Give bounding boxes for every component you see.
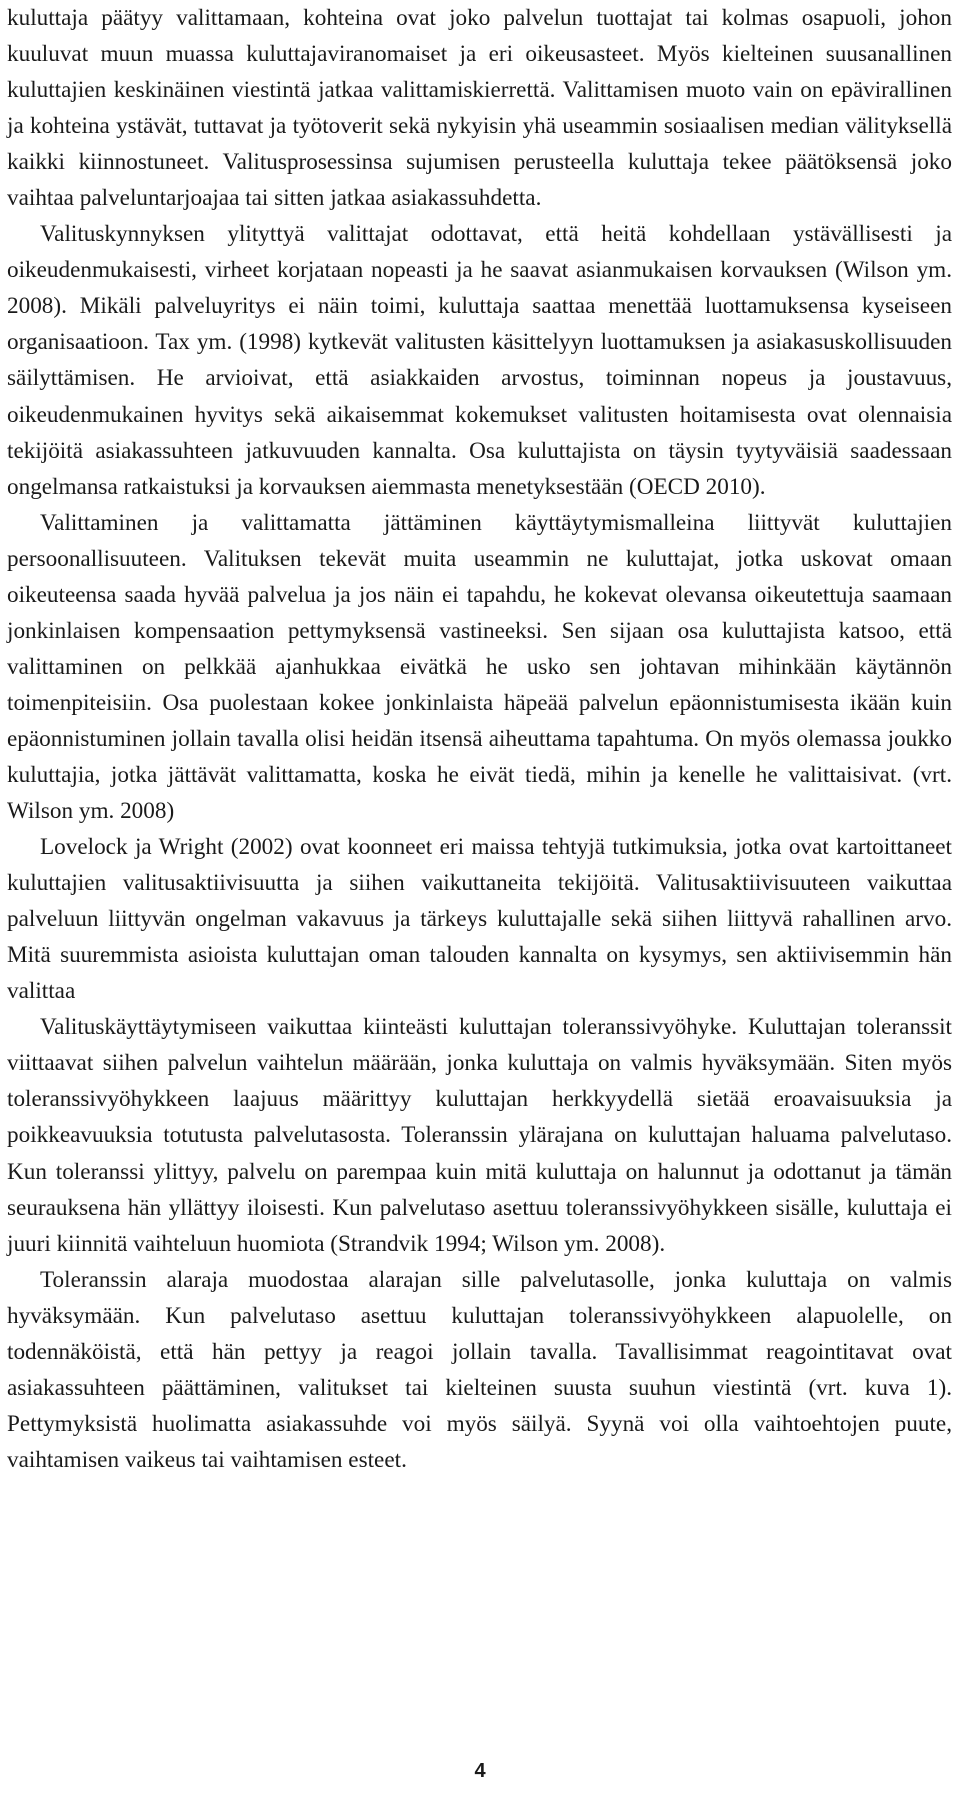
paragraph-tolerance-zone: Valituskäyttäytymiseen vaikuttaa kiinteästi kuluttajan toleranssivyöhyke. Kuluttajan toleranssit viittaavat siihen palvelun vaihtelun määrään, jonka kuluttaja on valmis hyväksymään. Siten myös toleranssivyöhykkeen laajuus määrittyy kuluttajan herkkyydellä sietää eroavaisuuksia ja poikkeavuuksia totutusta palvelutasosta. Toleranssin ylärajana on kuluttajan haluama palvelutaso. Kun toleranssi ylittyy, palvelu on parempaa kuin mitä kuluttaja on halunnut ja odottanut ja tämän seurauksena hän yllättyy iloisesti. Kun palvelutaso asettuu toleranssivyöhykkeen sisälle, kuluttaja ei juuri kiinnitä vaihteluun huomiota (Strandvik 1994; Wilson ym. 2008). [7,1014,952,1257]
paragraph-lovelock-wright: Lovelock ja Wright (2002) ovat koonneet eri maissa tehtyjä tutkimuksia, jotka ovat kartoittaneet kuluttajien valitusaktiivisuutta ja siihen vaikuttaneita tekijöitä. Valitusaktiivisuuteen vaikuttaa palveluun liittyvän ongelman vakavuus ja tärkeys kuluttajalle sekä siihen liittyvä rahallinen arvo. Mitä suuremmista asioista kuluttajan oman talouden kannalta on kysymys, sen aktiivisemmin hän valittaa [7,834,952,1005]
paragraph-personality: Valittaminen ja valittamatta jättäminen käyttäytymismalleina liittyvät kuluttajien persoonallisuuteen. Valituksen tekevät muita useammin ne kuluttajat, jotka uskovat omaan oikeuteensa saada hyvää palvelua ja jos näin ei tapahdu, he kokevat olevansa oikeutettuja saamaan jonkinlaisen kompensaation pettymyksensä vastineeksi. Sen sijaan osa kuluttajista katsoo, että valittaminen on pelkkää ajanhukkaa eivätkä he usko sen johtavan mihinkään käytännön toimenpiteisiin. Osa puolestaan kokee jonkinlaista häpeää palvelun epäonnistumisesta ikään kuin epäonnistuminen jollain tavalla olisi heidän itsensä aiheuttama tapahtuma. On myös olemassa joukko kuluttajia, jotka jättävät valittamatta, koska he eivät tiedä, mihin ja kenelle he valittaisivat. (vrt. Wilson ym. 2008) [7,509,952,825]
paragraph-complaint-threshold: Valituskynnyksen ylityttyä valittajat odottavat, että heitä kohdellaan ystävällisesti ja oikeudenmukaisesti, virheet korjataan nopeasti ja he saavat asianmukaisen korvauksen (Wilson ym. 2008). Mikäli palveluyritys ei näin toimi, kuluttaja saattaa menettää luottamuksensa kyseiseen organisaatioon. Tax ym. (1998) kytkevät valitusten käsittelyyn luottamuksen ja asiakasuskollisuuden säilyttämisen. He arvioivat, että asiakkaiden arvostus, toiminnan nopeus ja joustavuus, oikeudenmukainen hyvitys sekä aikaisemmat kokemukset valitusten hoitamisesta ovat olennaisia tekijöitä asiakassuhteen jatkuvuuden kannalta. Osa kuluttajista on täysin tyytyväisiä saadessaan ongelmansa ratkaistuksi ja korvauksen aiemmasta menetyksestään (OECD 2010). [7,221,952,500]
paragraph-tolerance-lower-limit: Toleranssin alaraja muodostaa alarajan sille palvelutasolle, jonka kuluttaja on valmis hyväksymään. Kun palvelutaso asettuu kuluttajan toleranssivyöhykkeen alapuolelle, on todennäköistä, että hän pettyy ja reagoi jollain tavalla. Tavallisimmat reagointitavat ovat asiakassuhteen päättäminen, valitukset tai kielteinen suusta suuhun viestintä (vrt. kuva 1). Pettymyksistä huolimatta asiakassuhde voi myös säilyä. Syynä voi olla vaihtoehtojen puute, vaihtamisen vaikeus tai vaihtamisen esteet. [7,1266,952,1473]
paragraph-continuation: kuluttaja päätyy valittamaan, kohteina ovat joko palvelun tuottajat tai kolmas osapuoli, johon kuuluvat muun muassa kuluttajaviranomaiset ja eri oikeusasteet. Myös kielteinen suusanallinen kuluttajien keskinäinen viestintä jatkaa valittamiskierrettä. Valittamisen muoto vain on epävirallinen ja kohteina ystävät, tuttavat ja työtoverit sekä nykyisin yhä useammin sosiaalisen median välityksellä kaikki kiinnostuneet. Valitusprosessinsa sujumisen perusteella kuluttaja tekee päätöksensä joko vaihtaa palveluntarjoajaa tai sitten jatkaa asiakassuhdetta. [7,5,952,212]
page-number: 4 [474,1760,486,1782]
document-body [7,0,952,1478]
